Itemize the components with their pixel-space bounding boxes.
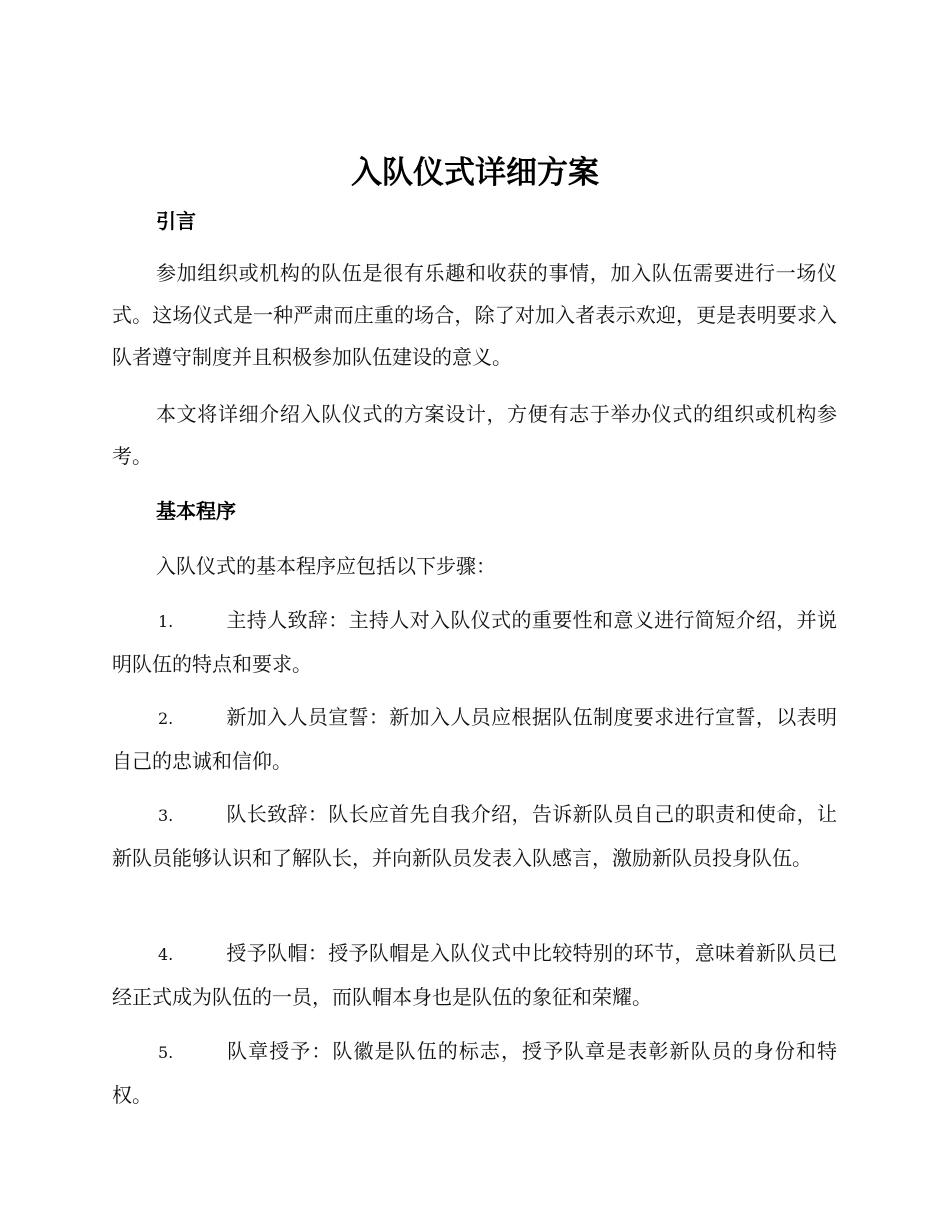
list-item-text: 授予队帽：授予队帽是入队仪式中比较特别的环节，意味着新队员已经正式成为队伍的一员，而队帽本身也是队伍的象征和荣耀。	[112, 941, 837, 1009]
list-item-text: 新加入人员宣誓：新加入人员应根据队伍制度要求进行宣誓，以表明自己的忠诚和信仰。	[112, 705, 837, 773]
list-item	[112, 1030, 837, 1116]
list-item-number: 5.	[158, 1043, 174, 1062]
intro-paragraph-2: 本文将详细介绍入队仪式的方案设计，方便有志于举办仪式的组织或机构参考。	[112, 402, 837, 468]
procedure-intro: 入队仪式的基本程序应包括以下步骤：	[156, 554, 496, 578]
list-item-number: 2.	[158, 709, 174, 728]
list-item-text: 队章授予：队徽是队伍的标志，授予队章是表彰新队员的身份和特权。	[112, 1039, 837, 1107]
list-item-text: 队长致辞：队长应首先自我介绍，告诉新队员自己的职责和使命，让新队员能够认识和了解队长，并向新队员发表入队感言，激励新队员投身队伍。	[112, 802, 837, 870]
list-item-number: 4.	[158, 945, 174, 964]
list-item-text: 主持人致辞：主持人对入队仪式的重要性和意义进行简短介绍，并说明队伍的特点和要求。	[112, 608, 837, 676]
section-heading-intro: 引言	[156, 209, 196, 233]
list-item-number: 1.	[158, 612, 174, 631]
list-item-number: 3.	[158, 806, 174, 825]
list-item	[112, 793, 837, 879]
list-item	[112, 932, 837, 1018]
intro-paragraph-1: 参加组织或机构的队伍是很有乐趣和收获的事情，加入队伍需要进行一场仪式。这场仪式是一种严肃而庄重的场合，除了对加入者表示欢迎，更是表明要求入队者遵守制度并且积极参加队伍建设的意义。	[112, 261, 837, 369]
document-title: 入队仪式详细方案	[351, 155, 599, 191]
list-item	[112, 696, 837, 782]
section-heading-procedure: 基本程序	[156, 499, 236, 523]
list-item	[112, 599, 837, 685]
